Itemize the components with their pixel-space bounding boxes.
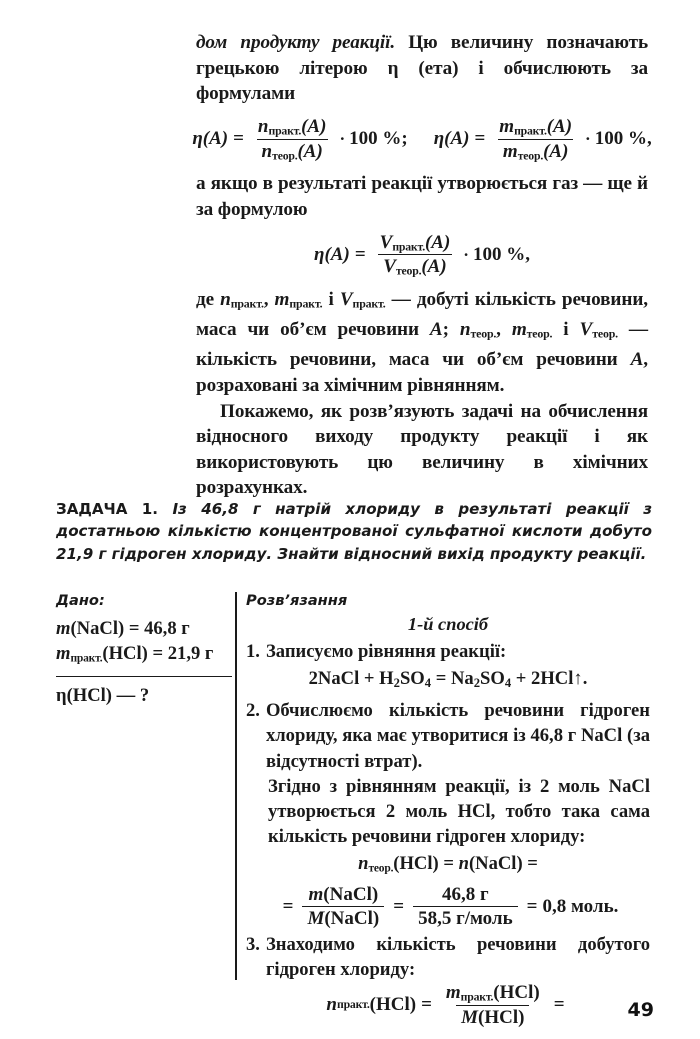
molar-calculation-expression [278, 884, 619, 930]
symbolic-den-arg: (NaCl) [324, 908, 380, 930]
legend-var-m-theor: m [511, 319, 527, 341]
reaction-equation [246, 666, 650, 696]
task-block [56, 498, 652, 565]
legend-var-v-pract: V [339, 289, 353, 311]
intro-section [192, 30, 652, 501]
h2so4-so: SO [399, 668, 425, 690]
reactant-h2so4 [379, 668, 431, 689]
legend-part-8: — кількість речовини, маса чи об’єм речовини [196, 319, 648, 371]
product-hcl-gas: 2HCl↑. [531, 668, 588, 690]
given-find-line [56, 681, 228, 709]
numerator-subscript: практ. [514, 124, 547, 138]
legend-part-4: — добуті кількість речовини, маса чи об’єм речовини [196, 289, 648, 341]
definition-lead-italic: дом продукту реакції. [196, 32, 396, 53]
given-value-nacl: 46,8 г [144, 618, 190, 639]
paragraph-lets-show: Покажемо, як розв’язують задачі на обчислення відносного виходу продукту реакції і як використовують цю величину в хімічних розрахунках. [196, 400, 648, 499]
solution-step-3 [246, 932, 650, 982]
step-1-text: Записуємо рівняння реакції: [265, 641, 507, 662]
na2so4-so: SO [480, 668, 505, 690]
legend-part-5: ; [442, 319, 460, 341]
equation-n-theoretical [246, 851, 650, 882]
denominator-variable: n [261, 140, 273, 162]
n-theor-var: n [358, 853, 369, 875]
formula-eta-m-lhs: η(A) [433, 128, 470, 150]
symbolic-num-var-m: m [308, 883, 324, 905]
legend-var-v-theor: V [579, 319, 593, 341]
multiply-dot-icon: · [339, 129, 346, 149]
formula-eta-n-numerator [253, 116, 332, 139]
n-pract-num-sub: практ. [460, 990, 494, 1004]
legend-var-m-pract: m [274, 289, 290, 311]
formula-eta-n-trailing: ; [401, 128, 408, 150]
denominator-variable: V [383, 256, 396, 278]
denominator-subscript: теор. [272, 149, 298, 163]
given-line-mass-nacl [56, 616, 228, 641]
n-pract-num-arg: (HCl) [493, 981, 540, 1003]
multiply-dot-icon: · [585, 129, 591, 149]
reaction-plus-1: + [359, 668, 380, 690]
calc-result-equals: = [526, 895, 538, 917]
given-sub-pract: практ. [70, 652, 103, 665]
formula-eta-v-denominator [378, 254, 451, 278]
given-arg-nacl: (NaCl) [70, 618, 125, 639]
solution-block [246, 592, 650, 1028]
na2so4-sub-4: 4 [504, 676, 512, 691]
step-2-number: 2. [246, 700, 260, 722]
task-text: Із 46,8 г натрій хлориду в результаті реакції з достатньою кількістю концентрованої сульфатної кислоти добуто 21,9 г гідроген хлориду. Знайти відносний вихід продукту реакції. [56, 500, 652, 563]
symbolic-den-var-M: M [307, 908, 325, 930]
n-pract-den-var: M [461, 1006, 479, 1028]
n-pract-num-var: m [445, 981, 461, 1003]
paragraph-notation-legend [196, 287, 648, 399]
legend-sub-pract-2: практ. [289, 296, 323, 311]
formula-eta-n-multiplier: 100 % [349, 128, 402, 150]
given-var-m-pract: m [56, 643, 71, 664]
n-theor-equals-1: = [438, 853, 459, 875]
formula-eta-v-expression [314, 232, 530, 279]
numeric-numerator: 46,8 г [442, 883, 489, 905]
given-solution-divider [235, 592, 237, 980]
legend-part-6: , [496, 319, 512, 341]
legend-sub-theor-1: теор. [470, 326, 497, 341]
find-var-eta: η [56, 684, 67, 706]
step-1-number: 1. [246, 641, 260, 662]
numerator-argument: (A) [301, 115, 327, 137]
n-theor-arg: (HCl) [393, 853, 439, 875]
formula-eta-v-trailing: , [525, 243, 530, 265]
formula-eta-v-multiplier: 100 % [472, 243, 526, 265]
paragraph-gas-case: а якщо в результаті реакції утворюється газ — ще й за формулою [196, 173, 648, 220]
solution-note-stoichiometry: Згідно з рівнянням реакції, із 2 моль NaCl утворюється 2 моль HCl, тобто така сама кількість речовини гідроген хлориду: [268, 775, 650, 848]
formula-eta-v-numerator [375, 232, 456, 255]
legend-part-1: де [196, 289, 221, 311]
solution-step-1 [246, 639, 650, 664]
equation-n-practical [246, 982, 650, 1028]
given-line-mass-hcl [56, 641, 228, 672]
legend-part-7: і [552, 319, 580, 341]
numerator-subscript: практ. [392, 240, 425, 254]
calc-fraction-symbolic [302, 884, 384, 930]
formula-eta-m-equals: = [474, 128, 486, 150]
numeric-denominator: 58,5 г/моль [413, 906, 518, 929]
formula-eta-n-fraction [253, 116, 332, 163]
given-block [56, 592, 228, 709]
formula-eta-n-and-m [192, 115, 652, 163]
legend-var-n-pract: n [220, 289, 231, 311]
given-horizontal-rule [56, 676, 232, 677]
solution-title: Розв’язання [246, 592, 348, 609]
n-pract-equals-1: = [421, 993, 432, 1015]
legend-sub-pract-1: практ. [230, 296, 264, 311]
given-title: Дано: [56, 592, 105, 609]
definition-rest: Цю величину позначають грецькою літерою η (ета) і обчислюють за формулами [196, 32, 648, 105]
calc-lead-equals: = [282, 895, 294, 917]
numerator-variable: V [379, 231, 393, 253]
task-label: ЗАДАЧА 1. [56, 500, 159, 518]
step-3-number: 3. [246, 933, 260, 955]
equation-molar-calculation [246, 884, 650, 930]
formula-eta-m [434, 116, 652, 163]
calc-mid-equals: = [393, 895, 405, 917]
step-3-text: Знаходимо кількість речовини добутого гідроген хлориду: [265, 933, 650, 980]
n-nacl-arg: (NaCl) [468, 853, 523, 875]
legend-var-n-theor: n [459, 319, 471, 341]
find-arg-hcl: (HCl) [66, 684, 113, 706]
reaction-plus-2: + [511, 668, 532, 690]
n-pract-fraction [441, 982, 545, 1028]
n-nacl-var: n [458, 853, 469, 875]
h2so4-h: H [379, 668, 394, 690]
denominator-argument: (A) [297, 140, 323, 162]
legend-part-9: , розраховані за хімічним рівнянням. [196, 349, 648, 397]
numerator-argument: (A) [424, 231, 451, 253]
denominator-argument: (A) [543, 140, 569, 162]
solution-method-label: 1-й спосіб [407, 614, 489, 634]
product-na2so4 [451, 668, 511, 689]
given-equals-2: = [147, 643, 168, 664]
numerator-argument: (A) [546, 115, 573, 137]
symbolic-num-arg: (NaCl) [323, 883, 379, 905]
step-2-text: Обчислюємо кількість речовини гідроген хлориду, яка має утворитися із 46,8 г NaCl (за відсутності втрат). [265, 700, 650, 772]
denominator-variable: m [502, 140, 518, 162]
h2so4-sub-2: 2 [393, 676, 400, 691]
numerator-subscript: практ. [268, 124, 302, 138]
na2so4-na: Na [450, 668, 474, 690]
denominator-subscript: теор. [395, 264, 422, 278]
n-pract-den-arg: (HCl) [478, 1006, 525, 1028]
formula-eta-v-lhs: η(A) [314, 243, 350, 265]
reactant-nacl: 2NaCl [308, 668, 360, 690]
page-number: 49 [627, 999, 654, 1021]
n-pract-denominator [456, 1005, 529, 1028]
legend-var-a-1: A [429, 319, 443, 341]
legend-sub-theor-2: теор. [526, 326, 553, 341]
n-pract-arg: (HCl) [369, 993, 417, 1015]
calc-symbolic-numerator [304, 884, 384, 906]
given-arg-hcl: (HCl) [102, 643, 148, 664]
calc-result-value: 0,8 моль. [542, 895, 619, 917]
h2so4-sub-4: 4 [424, 676, 432, 691]
formula-eta-n [192, 116, 407, 163]
formula-eta-n-lhs: η(A) [192, 128, 229, 150]
reaction-equals: = [431, 668, 451, 690]
formula-eta-n-equals: = [233, 128, 244, 150]
denominator-subscript: теор. [517, 149, 544, 163]
n-theor-sub: теор. [368, 862, 394, 875]
legend-part-2: , [263, 289, 275, 311]
numerator-variable: n [257, 115, 269, 137]
legend-part-3: і [322, 289, 340, 311]
formula-eta-m-denominator [498, 139, 573, 163]
n-practical-expression [326, 982, 569, 1028]
multiply-dot-icon: · [463, 244, 469, 264]
given-var-m: m [56, 618, 71, 639]
formula-eta-m-fraction [494, 116, 577, 163]
formula-eta-m-multiplier: 100 % [594, 128, 647, 150]
n-pract-var: n [326, 993, 337, 1015]
numerator-variable: m [499, 115, 515, 137]
formula-eta-n-denominator [257, 139, 328, 163]
given-equals-1: = [124, 618, 145, 639]
calc-symbolic-denominator [302, 906, 384, 929]
formula-eta-v-equals: = [354, 243, 366, 265]
calc-fraction-numeric [413, 884, 518, 930]
formula-eta-v [196, 232, 648, 279]
legend-sub-pract-3: практ. [352, 296, 386, 311]
paragraph-definition [196, 30, 648, 107]
n-pract-sub: практ. [337, 997, 370, 1011]
legend-sub-theor-3: теор. [592, 326, 618, 341]
solution-step-2 [246, 698, 650, 774]
legend-var-a-2: A [630, 349, 644, 371]
n-pract-numerator [441, 982, 545, 1005]
formula-eta-v-fraction [375, 232, 456, 279]
given-value-hcl: 21,9 г [167, 643, 214, 664]
na2so4-sub-2: 2 [473, 676, 481, 691]
find-question-mark: — ? [112, 684, 150, 706]
denominator-argument: (A) [421, 256, 447, 278]
task-statement [56, 498, 652, 565]
formula-eta-m-trailing: , [646, 128, 652, 150]
formula-eta-m-numerator [494, 116, 577, 139]
n-pract-equals-2: = [553, 993, 565, 1015]
n-theor-equals-2: = [522, 853, 538, 875]
